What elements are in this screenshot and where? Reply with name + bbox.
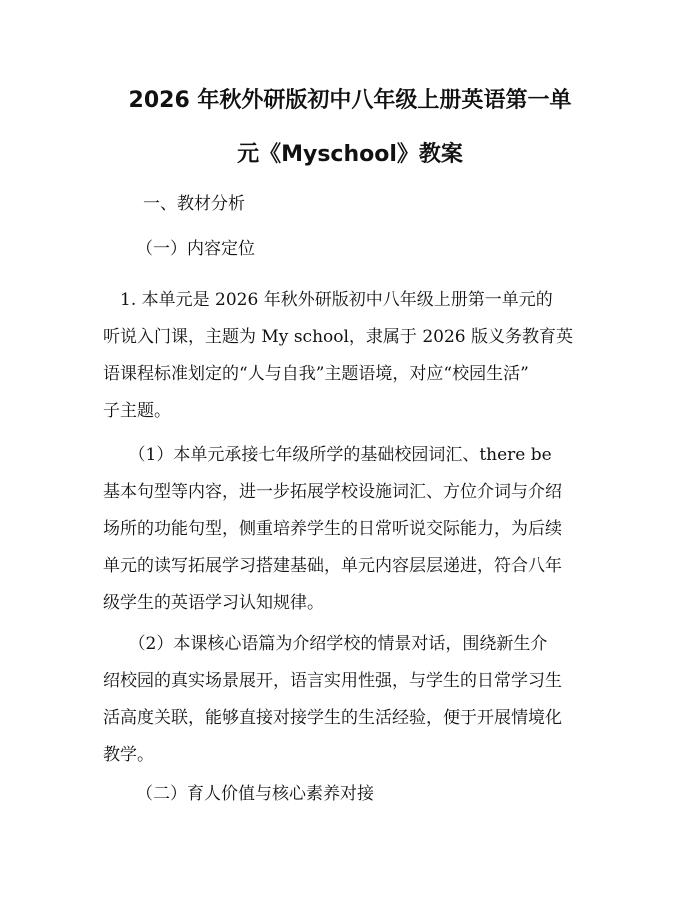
paragraph-1 <box>103 282 603 430</box>
paragraph-line: 单元的读写拓展学习搭建基础，单元内容层层递进，符合八年 <box>103 556 562 576</box>
paragraph-3 <box>103 626 603 774</box>
section-heading-1: 一、教材分析 <box>143 194 245 214</box>
subsection-heading-2: （二）育人价值与核心素养对接 <box>136 784 374 804</box>
paragraph-2 <box>103 437 603 622</box>
title-line-1: 2026 年秋外研版初中八年级上册英语第一单 <box>128 88 572 113</box>
paragraph-line: 级学生的英语学习认知规律。 <box>103 593 324 613</box>
paragraph-line: （1）本单元承接七年级所学的基础校园词汇、there be <box>103 445 552 465</box>
paragraph-line: 绍校园的真实场景展开，语言实用性强，与学生的日常学习生 <box>103 671 562 691</box>
paragraph-line: 场所的功能句型，侧重培养学生的日常听说交际能力，为后续 <box>103 519 562 539</box>
paragraph-line: 语课程标准划定的“人与自我”主题语境，对应“校园生活” <box>103 364 529 384</box>
title-line-2: 元《Myschool》教案 <box>237 142 463 167</box>
paragraph-line: 教学。 <box>103 745 154 765</box>
paragraph-line: （2）本课核心语篇为介绍学校的情景对话，围绕新生介 <box>103 634 548 654</box>
paragraph-line: 听说入门课，主题为 My school，隶属于 2026 版义务教育英 <box>103 327 573 347</box>
document-title <box>90 74 610 182</box>
paragraph-line: 活高度关联，能够直接对接学生的生活经验，便于开展情境化 <box>103 708 562 728</box>
paragraph-line: 1. 本单元是 2026 年秋外研版初中八年级上册第一单元的 <box>103 290 553 310</box>
subsection-heading-1: （一）内容定位 <box>136 239 255 259</box>
paragraph-line: 基本句型等内容，进一步拓展学校设施词汇、方位介词与介绍 <box>103 482 562 502</box>
paragraph-line: 子主题。 <box>103 401 171 421</box>
